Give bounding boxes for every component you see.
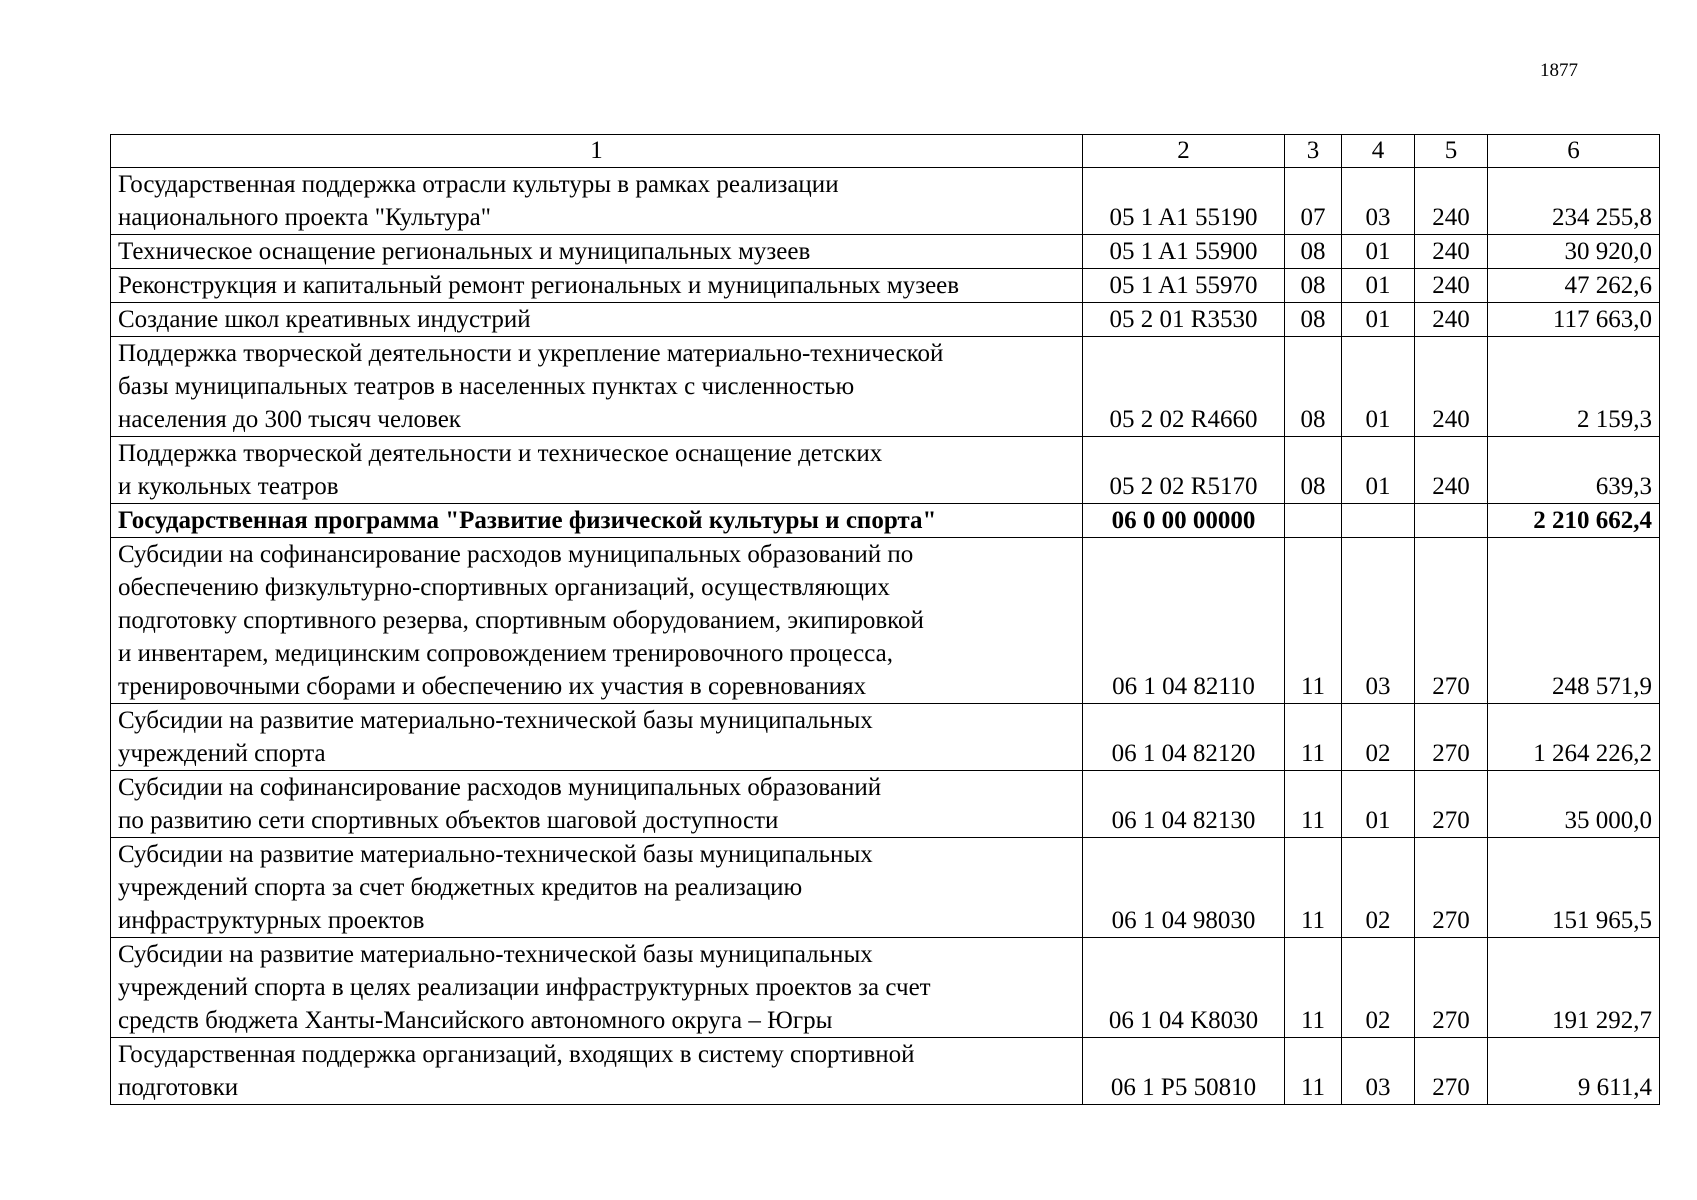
row-subsection: 01 — [1342, 235, 1415, 269]
row-subsection: 01 — [1342, 437, 1415, 504]
row-section: 08 — [1285, 235, 1342, 269]
row-section: 08 — [1285, 437, 1342, 504]
row-expense-type: 270 — [1415, 838, 1488, 938]
table-row — [111, 704, 1660, 771]
row-section: 11 — [1285, 938, 1342, 1038]
row-subsection: 01 — [1342, 269, 1415, 303]
row-name: Субсидии на развитие материально-технической базы муниципальных учреждений спорта — [111, 704, 1083, 771]
row-section: 11 — [1285, 538, 1342, 704]
row-expense-type: 270 — [1415, 1038, 1488, 1105]
row-section: 07 — [1285, 168, 1342, 235]
row-target-code: 06 1 P5 50810 — [1083, 1038, 1285, 1105]
row-expense-type: 240 — [1415, 303, 1488, 337]
table-row — [111, 168, 1660, 235]
row-target-code: 05 2 02 R4660 — [1083, 337, 1285, 437]
column-header-1: 1 — [111, 135, 1083, 168]
row-subsection: 02 — [1342, 938, 1415, 1038]
row-amount: 9 611,4 — [1488, 1038, 1660, 1105]
row-expense-type: 270 — [1415, 938, 1488, 1038]
row-section: 08 — [1285, 337, 1342, 437]
row-expense-type: 240 — [1415, 337, 1488, 437]
row-name: Государственная программа "Развитие физической культуры и спорта" — [111, 504, 1083, 538]
row-amount: 2 210 662,4 — [1488, 504, 1660, 538]
row-target-code: 05 2 02 R5170 — [1083, 437, 1285, 504]
row-expense-type: 240 — [1415, 437, 1488, 504]
row-name: Субсидии на развитие материально-технической базы муниципальных учреждений спорта в целях реализации инфраструктурных проектов за счет средств бюджета Ханты-Мансийского автономного округа – Югры — [111, 938, 1083, 1038]
row-amount: 191 292,7 — [1488, 938, 1660, 1038]
table-row — [111, 771, 1660, 838]
row-target-code: 06 1 04 82110 — [1083, 538, 1285, 704]
row-target-code: 06 1 04 98030 — [1083, 838, 1285, 938]
row-amount: 2 159,3 — [1488, 337, 1660, 437]
row-expense-type: 270 — [1415, 704, 1488, 771]
table-header-row — [111, 135, 1660, 168]
row-amount: 151 965,5 — [1488, 838, 1660, 938]
table-row — [111, 303, 1660, 337]
table-row — [111, 938, 1660, 1038]
row-target-code: 06 1 04 82130 — [1083, 771, 1285, 838]
row-subsection: 01 — [1342, 303, 1415, 337]
row-target-code: 05 1 A1 55190 — [1083, 168, 1285, 235]
row-name: Субсидии на софинансирование расходов муниципальных образований по развитию сети спортивных объектов шаговой доступности — [111, 771, 1083, 838]
column-header-5: 5 — [1415, 135, 1488, 168]
table-body — [111, 168, 1660, 1105]
column-header-3: 3 — [1285, 135, 1342, 168]
table-row — [111, 235, 1660, 269]
row-subsection: 03 — [1342, 1038, 1415, 1105]
row-subsection — [1342, 504, 1415, 538]
table-row — [111, 1038, 1660, 1105]
row-target-code: 05 2 01 R3530 — [1083, 303, 1285, 337]
row-amount: 234 255,8 — [1488, 168, 1660, 235]
row-expense-type — [1415, 504, 1488, 538]
row-name: Субсидии на развитие материально-технической базы муниципальных учреждений спорта за счет бюджетных кредитов на реализацию инфраструктурных проектов — [111, 838, 1083, 938]
row-section: 11 — [1285, 1038, 1342, 1105]
table-row — [111, 337, 1660, 437]
row-subsection: 02 — [1342, 704, 1415, 771]
row-target-code: 06 1 04 82120 — [1083, 704, 1285, 771]
page-number: 1877 — [1540, 60, 1578, 81]
row-amount: 639,3 — [1488, 437, 1660, 504]
column-header-4: 4 — [1342, 135, 1415, 168]
row-amount: 47 262,6 — [1488, 269, 1660, 303]
row-section: 11 — [1285, 704, 1342, 771]
row-section: 08 — [1285, 303, 1342, 337]
table-row — [111, 838, 1660, 938]
row-subsection: 03 — [1342, 538, 1415, 704]
table-row — [111, 437, 1660, 504]
row-expense-type: 270 — [1415, 538, 1488, 704]
table-row — [111, 538, 1660, 704]
row-name: Реконструкция и капитальный ремонт региональных и муниципальных музеев — [111, 269, 1083, 303]
row-expense-type: 270 — [1415, 771, 1488, 838]
row-name: Поддержка творческой деятельности и укрепление материально-технической базы муниципальных театров в населенных пунктах с численностью населения до 300 тысяч человек — [111, 337, 1083, 437]
row-subsection: 03 — [1342, 168, 1415, 235]
table-row — [111, 269, 1660, 303]
row-target-code: 05 1 A1 55900 — [1083, 235, 1285, 269]
row-subsection: 01 — [1342, 337, 1415, 437]
row-amount: 35 000,0 — [1488, 771, 1660, 838]
budget-table — [110, 134, 1660, 1105]
row-expense-type: 240 — [1415, 168, 1488, 235]
table-row — [111, 504, 1660, 538]
row-name: Государственная поддержка отрасли культуры в рамках реализации национального проекта "Культура" — [111, 168, 1083, 235]
row-section: 08 — [1285, 269, 1342, 303]
row-section — [1285, 504, 1342, 538]
row-section: 11 — [1285, 838, 1342, 938]
row-amount: 1 264 226,2 — [1488, 704, 1660, 771]
row-name: Создание школ креативных индустрий — [111, 303, 1083, 337]
column-header-2: 2 — [1083, 135, 1285, 168]
column-header-6: 6 — [1488, 135, 1660, 168]
row-amount: 248 571,9 — [1488, 538, 1660, 704]
row-target-code: 06 0 00 00000 — [1083, 504, 1285, 538]
row-section: 11 — [1285, 771, 1342, 838]
row-target-code: 06 1 04 K8030 — [1083, 938, 1285, 1038]
row-name: Субсидии на софинансирование расходов муниципальных образований по обеспечению физкультурно-спортивных организаций, осуществляющих подготовку спортивного резерва, спортивным оборудованием, экипировкой и инвентарем, медицинским сопровождением тренировочного процесса, тренировочными сборами и обеспечению их участия в соревнованиях — [111, 538, 1083, 704]
row-amount: 30 920,0 — [1488, 235, 1660, 269]
row-expense-type: 240 — [1415, 235, 1488, 269]
row-name: Государственная поддержка организаций, входящих в систему спортивной подготовки — [111, 1038, 1083, 1105]
row-amount: 117 663,0 — [1488, 303, 1660, 337]
row-name: Техническое оснащение региональных и муниципальных музеев — [111, 235, 1083, 269]
row-subsection: 01 — [1342, 771, 1415, 838]
row-name: Поддержка творческой деятельности и техническое оснащение детских и кукольных театров — [111, 437, 1083, 504]
row-expense-type: 240 — [1415, 269, 1488, 303]
row-target-code: 05 1 A1 55970 — [1083, 269, 1285, 303]
row-subsection: 02 — [1342, 838, 1415, 938]
